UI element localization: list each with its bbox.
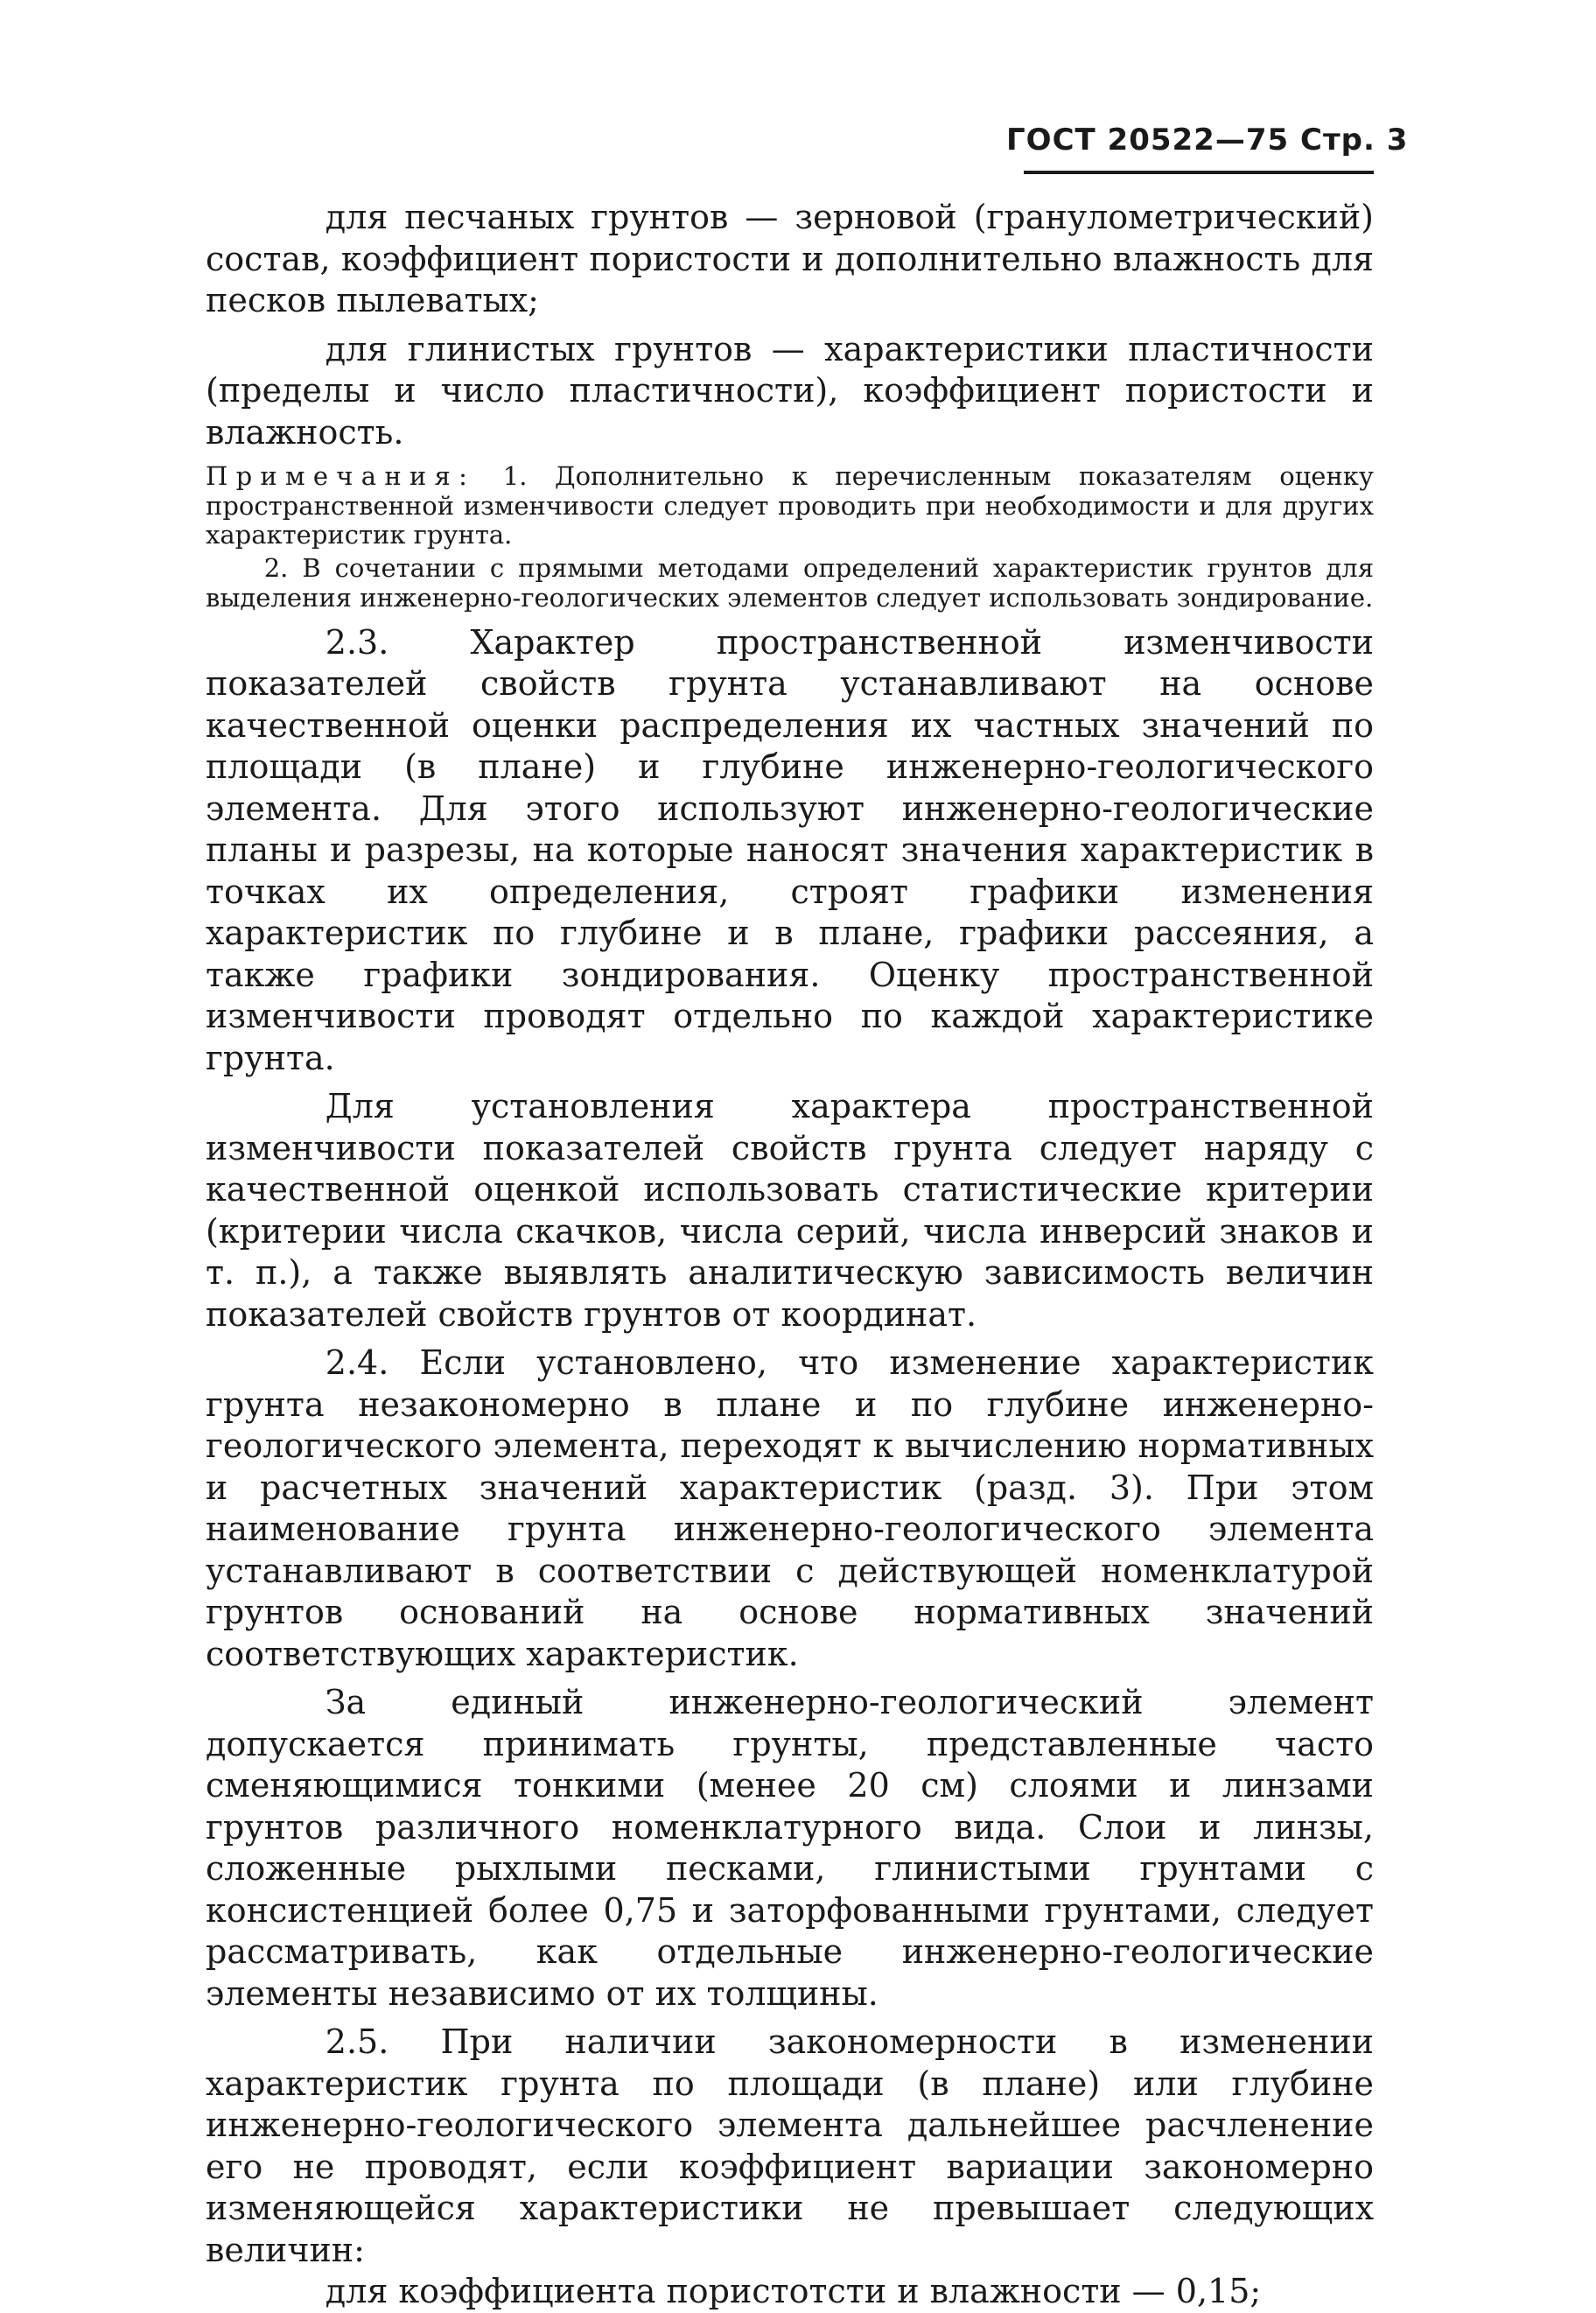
paragraph-2-3: 2.3. Характер пространственной изменчивости показателей свойств грунта устанавливают на основе качественной оценки распределения их частных значений по площади (в плане) и глубине инженерно-геологического элемента. Для этого используют инженерно-геологические планы и разрезы, на которые наносят значения характеристик в точках их определения, строят графики изменения характеристик по глубине и в плане, графики рассеяния, а также графики зондирования. Оценку пространственной изменчивости проводят отдельно по каждой характеристике грунта. bbox=[206, 622, 1374, 1077]
paragraph-porosity-moisture: для коэффициента пористотсти и влажности — 0,15; bbox=[325, 2272, 1262, 2311]
paragraph-2-4-continued: За единый инженерно-геологический элемент допускается принимать грунты, представленные часто сменяющимися тонкими (менее 20 см) слоями и линзами грунтов различного номенклатурного вида. Слои и линзы, сложенные рыхлыми песками, глинистыми грунтами с консистенцией более 0,75 и заторфованными грунтами, следует рассматривать, как отдельные инженерно-геологические элементы независимо от их толщины. bbox=[206, 1683, 1374, 2013]
document-body bbox=[206, 197, 1374, 2313]
paragraph-sandy-soils: для песчаных грунтов — зерновой (гранулометрический) состав, коэффициент пористости и дополнительно влажность для песков пылеватых; bbox=[206, 198, 1374, 319]
note-1 bbox=[206, 462, 1374, 550]
note-1-text: 1. Дополнительно к перечисленным показателям оценку пространственной изменчивости следует проводить при необходимости и для других характеристик грунта. bbox=[206, 461, 1374, 550]
notes-label: Примечания: bbox=[206, 461, 476, 491]
paragraph-2-4: 2.4. Если установлено, что изменение характеристик грунта незакономерно в плане и по глубине инженерно-геологического элемента, переходят к вычислению нормативных и расчетных значений характеристик (разд. 3). При этом наименование грунта инженерно-геологического элемента устанавливают в соответствии с действующей номенклатурой грунтов оснований на основе нормативных значений соответствующих характеристик. bbox=[206, 1343, 1374, 1673]
paragraph-2-3-continued: Для установления характера пространственной изменчивости показателей свойств грунта следует наряду с качественной оценкой использовать статистические критерии (критерии числа скачков, числа серий, числа инверсий знаков и т. п.), а также выявлять аналитическую зависимость величин показателей свойств грунтов от координат. bbox=[206, 1087, 1374, 1334]
note-2: 2. В сочетании с прямыми методами определений характеристик грунтов для выделения инженерно-геологических элементов следует использовать зондирование. bbox=[206, 553, 1374, 613]
paragraph-2-5: 2.5. При наличии закономерности в изменении характеристик грунта по площади (в плане) или глубине инженерно-геологического элемента дальнейшее расчленение его не проводят, если коэффициент вариации закономерно изменяющейся характеристики не превышает следующих величин: bbox=[206, 2022, 1374, 2269]
header-rule bbox=[1024, 171, 1374, 174]
paragraph-clay-soils: для глинистых грунтов — характеристики пластичности (пределы и число пластичности), коэффициент пористости и влажность. bbox=[206, 329, 1374, 452]
page-header: ГОСТ 20522—75 Стр. 3 bbox=[1006, 123, 1409, 158]
